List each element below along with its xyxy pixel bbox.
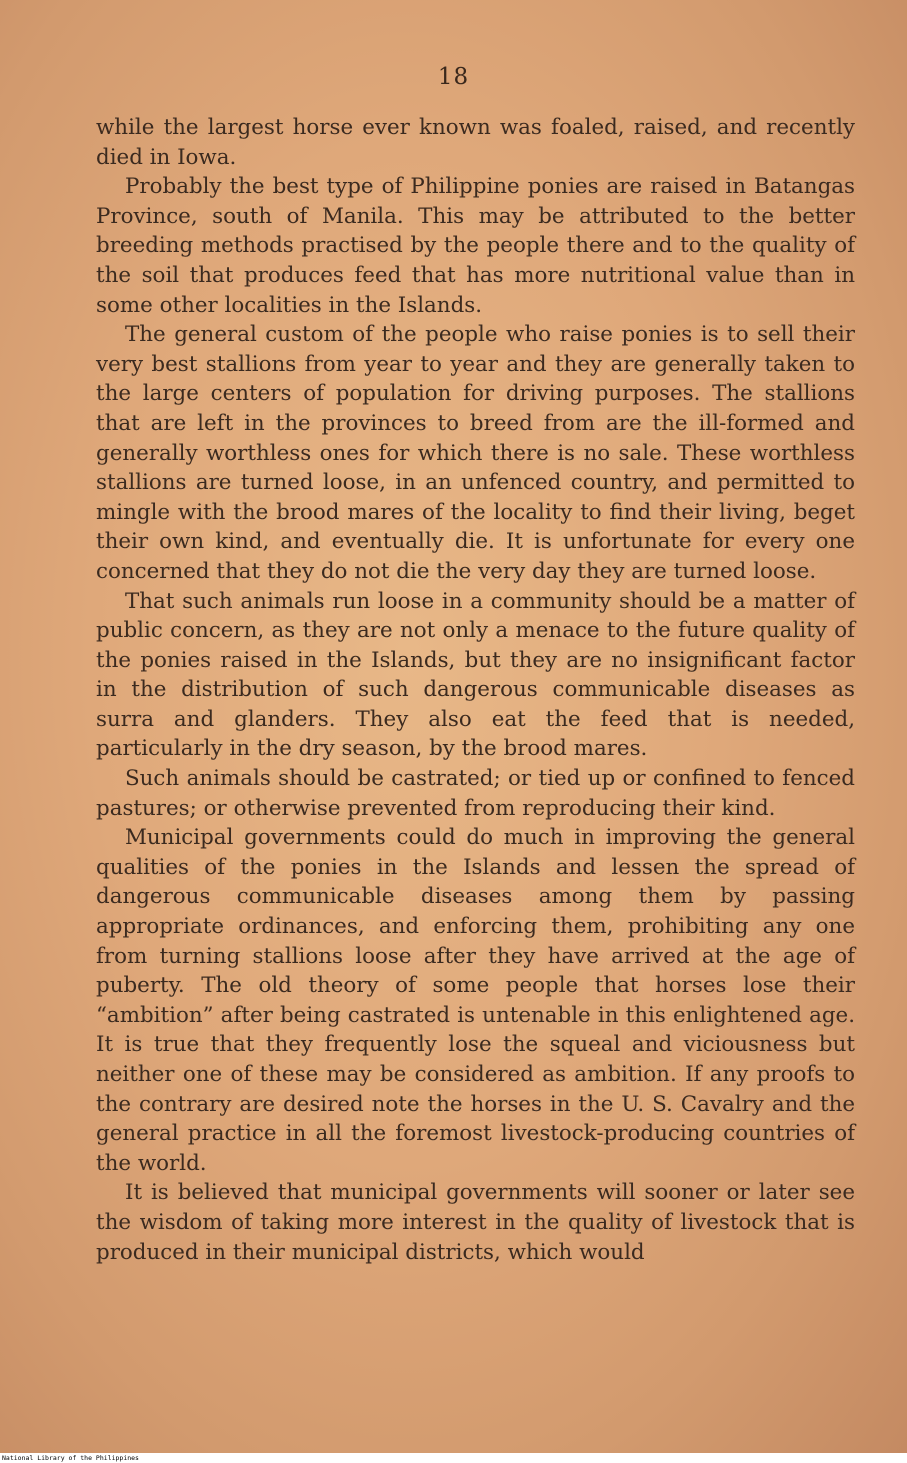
paragraph: The general custom of the people who raise ponies is to sell their very best stallions from year to year and they are generally taken to the large centers of population for driving purposes. The stallions that are left in the provinces to breed from are the ill-formed and generally worthless ones for which there is no sale. These worthless stallions are turned loose, in an unfenced country, and permitted to mingle with the brood mares of the locality to find their living, beget their own kind, and eventually die. It is unfortunate for every one concerned that they do not die the very day they are turned loose. bbox=[96, 322, 855, 584]
library-credit: National Library of the Philippines bbox=[2, 1454, 139, 1462]
paragraph: while the largest horse ever known was foaled, raised, and recently died in Iowa. bbox=[96, 115, 855, 170]
paragraph: That such animals run loose in a community should be a matter of public concern, as they are not only a menace to the future quality of the ponies raised in the Islands, but they are no insignificant factor in the distribution of such dangerous communicable diseases as surra and glanders. They also eat the feed that is needed, particularly in the dry season, by the brood mares. bbox=[96, 588, 855, 762]
body-text bbox=[96, 113, 855, 1267]
paragraph: Municipal governments could do much in improving the general qualities of the ponies in the Islands and lessen the spread of dangerous communicable diseases among them by passing appropriate ordinances, and enforcing them, prohibiting any one from turning stallions loose after they have arrived at the age of puberty. The old theory of some people that horses lose their “ambition” after being castrated is untenable in this enlightened age. It is true that they frequently lose the squeal and viciousness but neither one of these may be considered as ambition. If any proofs to the contrary are desired note the horses in the U. S. Cavalry and the general practice in all the foremost livestock-producing countries of the world. bbox=[96, 825, 855, 1176]
paragraph: It is believed that municipal governments will sooner or later see the wisdom of taking more interest in the quality of livestock that is produced in their municipal districts, which would bbox=[96, 1180, 855, 1265]
page-number: 18 bbox=[437, 64, 470, 90]
paragraph: Such animals should be castrated; or tied up or confined to fenced pastures; or otherwise prevented from reproducing their kind. bbox=[96, 766, 855, 821]
paragraph: Probably the best type of Philippine ponies are raised in Batangas Province, south of Manila. This may be attributed to the better breeding methods practised by the people there and to the quality of the soil that produces feed that has more nutritional value than in some other localities in the Islands. bbox=[96, 174, 855, 318]
